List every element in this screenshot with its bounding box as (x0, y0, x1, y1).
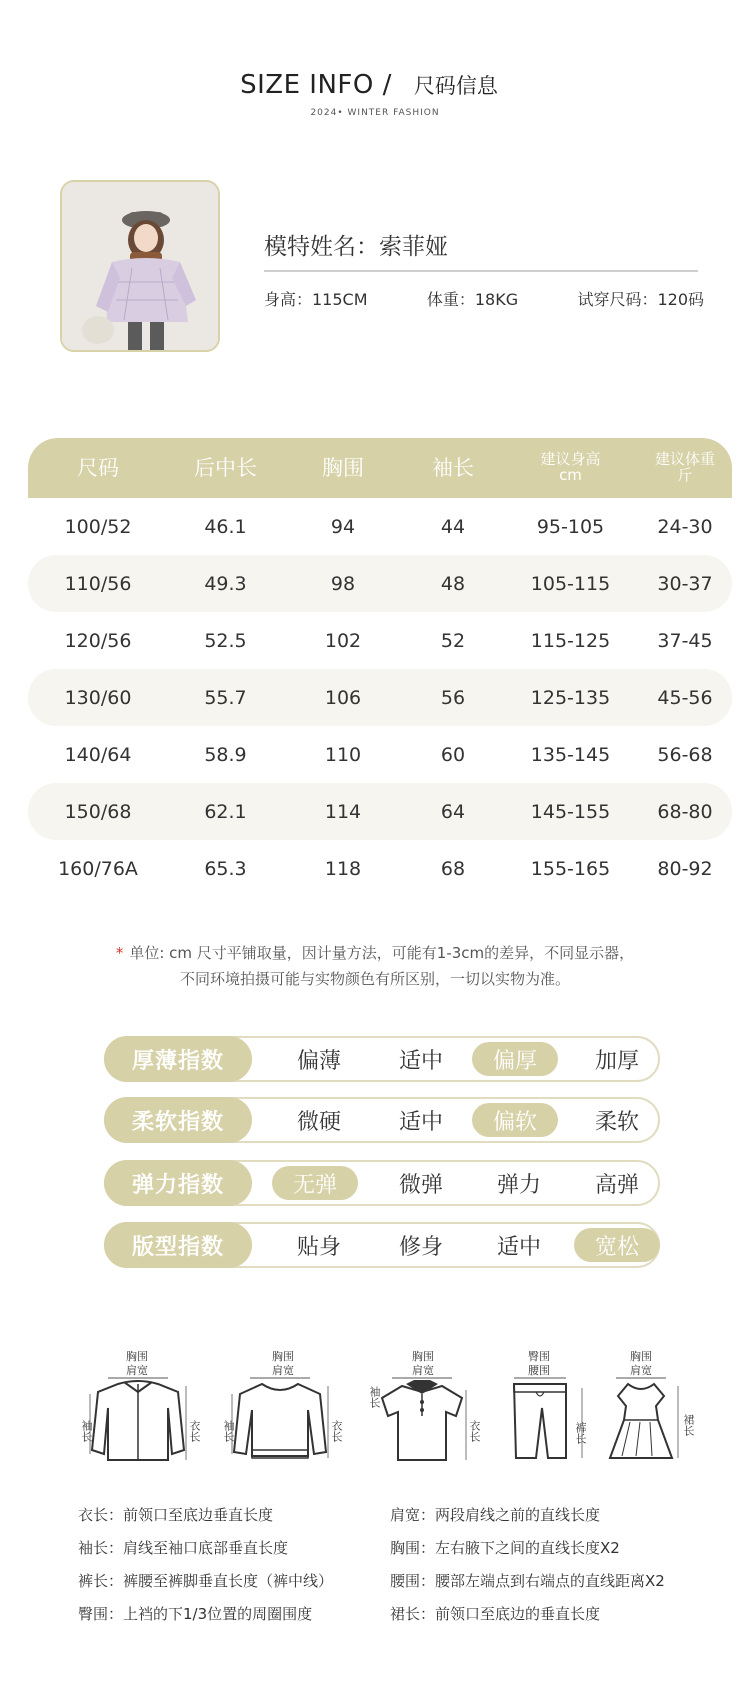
definition: 衣长：前领口至底边垂直长度 (78, 1506, 274, 1524)
index-option: 修身 (398, 1234, 443, 1260)
header-height: 建议身高 cm (540, 450, 601, 484)
index-label: 弹力指数 (104, 1160, 252, 1206)
model-weight: 体重：18KG (426, 290, 519, 309)
index-option-selected: 无弹 (272, 1166, 358, 1200)
definition: 袖长：肩线至袖口底部垂直长度 (78, 1539, 289, 1557)
size-table (28, 438, 732, 897)
pants-icon: 臀围 腰围 裤长 (500, 1350, 620, 1470)
index-option-selected: 偏厚 (472, 1042, 558, 1076)
header-back-length: 后中长 (194, 455, 257, 480)
table-row: 100/52 46.1 94 44 95-105 24-30 (64, 515, 713, 538)
title-en: SIZE INFO / (240, 70, 392, 100)
polo-shirt-icon: 胸围 肩宽 袖长 衣长 (362, 1350, 482, 1470)
index-option: 适中 (398, 1109, 443, 1135)
thickness-index (104, 1036, 660, 1082)
table-row: 110/56 49.3 98 48 105-115 30-37 (28, 555, 732, 612)
note-line-2: 不同环境拍摄可能与实物颜色有所区别，一切以实物为准。 (179, 970, 570, 988)
definition: 臀围：上裆的下1/3位置的周圈围度 (78, 1605, 313, 1623)
model-size: 试穿尺码：120码 (577, 290, 704, 309)
definition: 裤长：裤腰至裤脚垂直长度（裤中线） (78, 1572, 334, 1590)
index-label: 厚薄指数 (104, 1036, 252, 1082)
dress-icon: 胸围 肩宽 裙长 (600, 1350, 720, 1470)
elasticity-index (104, 1160, 660, 1206)
softness-index (104, 1097, 660, 1143)
note-star: * (115, 944, 124, 962)
note-line-1: 单位: cm 尺寸平铺取量，因计量方法，可能有1-3cm的差异，不同显示器， (129, 944, 635, 962)
sweater-icon: 胸围 肩宽 袖长 衣长 (220, 1350, 340, 1470)
index-option: 高弹 (594, 1172, 639, 1198)
index-option: 适中 (398, 1048, 443, 1074)
title-cn: 尺码信息 (402, 68, 510, 102)
fit-index (104, 1222, 660, 1268)
definition: 腰围：腰部左端点到右端点的直线距离X2 (390, 1572, 665, 1590)
index-option: 弹力 (496, 1172, 541, 1198)
jacket-icon: 胸围 肩宽 袖长 衣长 (78, 1350, 198, 1470)
table-header (28, 438, 732, 498)
index-option: 加厚 (594, 1048, 639, 1074)
index-option: 柔软 (594, 1109, 639, 1135)
header-size: 尺码 (77, 455, 119, 480)
definition: 裙长：前领口至底边的垂直长度 (390, 1605, 601, 1623)
table-row: 140/64 58.9 110 60 135-145 56-68 (64, 743, 713, 766)
index-option: 适中 (496, 1234, 541, 1260)
index-option: 微弹 (398, 1172, 443, 1198)
index-option: 偏薄 (296, 1048, 341, 1074)
table-row: 150/68 62.1 114 64 145-155 68-80 (28, 783, 732, 840)
subtitle: 2024• WINTER FASHION (310, 108, 440, 118)
header-chest: 胸围 (322, 455, 364, 480)
table-row: 160/76A 65.3 118 68 155-165 80-92 (58, 857, 713, 880)
index-option: 贴身 (296, 1234, 341, 1260)
header-weight: 建议体重 斤 (654, 450, 715, 484)
header-sleeve: 袖长 (432, 455, 474, 480)
page-header (0, 68, 750, 118)
model-stats (264, 287, 704, 310)
model-photo (60, 180, 220, 352)
index-label: 柔软指数 (104, 1097, 252, 1143)
definition: 胸围：左右腋下之间的直线长度X2 (390, 1539, 620, 1557)
index-option-selected: 偏软 (472, 1103, 558, 1137)
table-row: 120/56 52.5 102 52 115-125 37-45 (64, 629, 713, 652)
measurement-note (0, 940, 750, 992)
model-height: 身高：115CM (264, 290, 368, 309)
divider (264, 270, 698, 272)
table-row: 130/60 55.7 106 56 125-135 45-56 (28, 669, 732, 726)
definition: 肩宽：两段肩线之前的直线长度 (390, 1506, 601, 1524)
model-name: 模特姓名：索菲娅 (264, 234, 448, 260)
index-option-selected: 宽松 (574, 1228, 660, 1262)
index-label: 版型指数 (104, 1222, 252, 1268)
index-option: 微硬 (296, 1109, 341, 1135)
